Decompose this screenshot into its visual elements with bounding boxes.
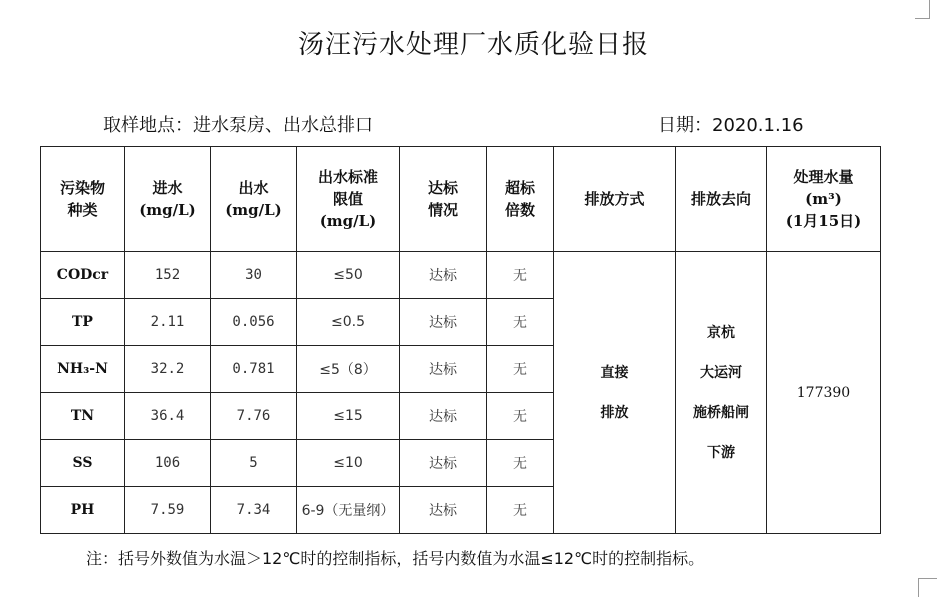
report-date: 日期：2020.1.16	[658, 115, 804, 136]
exceed-multiple: 无	[487, 299, 554, 346]
header-volume-line3: (1月15日)	[785, 212, 862, 230]
standard-limit: ≤10	[297, 440, 400, 487]
header-pollutant-line1: 污染物	[59, 179, 105, 197]
discharge-destination-line2: 大运河	[700, 364, 742, 381]
header-effluent	[211, 147, 297, 252]
influent-value: 32.2	[125, 346, 211, 393]
header-compliance	[400, 147, 487, 252]
discharge-method-line2: 排放	[600, 404, 629, 421]
effluent-value: 7.76	[211, 393, 297, 440]
pollutant-name: PH	[41, 487, 125, 534]
pollutant-name: TN	[41, 393, 125, 440]
pollutant-name: SS	[41, 440, 125, 487]
exceed-multiple: 无	[487, 346, 554, 393]
header-discharge-destination: 排放去向	[676, 147, 767, 252]
header-volume-line2: (m³)	[805, 190, 842, 208]
header-pollutant	[41, 147, 125, 252]
compliance-status: 达标	[400, 393, 487, 440]
pollutant-name: NH₃-N	[41, 346, 125, 393]
page-corner-mark-top	[915, 0, 930, 19]
standard-limit: 6-9（无量纲）	[297, 487, 400, 534]
header-standard-line3: (mg/L)	[319, 212, 377, 230]
pollutant-name: CODcr	[41, 252, 125, 299]
influent-value: 106	[125, 440, 211, 487]
influent-value: 152	[125, 252, 211, 299]
header-pollutant-line2: 种类	[67, 201, 98, 219]
header-exceed	[487, 147, 554, 252]
header-compliance-line1: 达标	[427, 179, 458, 197]
header-influent	[125, 147, 211, 252]
standard-limit: ≤50	[297, 252, 400, 299]
header-exceed-line1: 超标	[504, 179, 535, 197]
header-influent-line1: 进水	[152, 179, 183, 197]
footnote: 注：括号外数值为水温＞12℃时的控制指标，括号内数值为水温≤12℃时的控制指标。	[86, 549, 705, 568]
water-quality-table	[40, 146, 881, 534]
discharge-destination-line4: 下游	[707, 444, 735, 461]
page-corner-mark-bottom	[918, 578, 937, 597]
header-effluent-line1: 出水	[238, 179, 269, 197]
sampling-location: 取样地点：进水泵房、出水总排口	[103, 115, 373, 136]
report-title: 汤汪污水处理厂水质化验日报	[297, 30, 649, 60]
influent-value: 2.11	[125, 299, 211, 346]
effluent-value: 7.34	[211, 487, 297, 534]
header-standard-line1: 出水标准	[317, 168, 378, 186]
header-effluent-line2: (mg/L)	[225, 201, 282, 219]
header-standard	[297, 147, 400, 252]
effluent-value: 30	[211, 252, 297, 299]
discharge-method-cell	[554, 252, 676, 534]
treated-volume: 177390	[767, 252, 881, 534]
effluent-value: 0.056	[211, 299, 297, 346]
discharge-destination-line3: 施桥船闸	[693, 404, 749, 421]
header-volume-line1: 处理水量	[793, 168, 854, 186]
header-standard-line2: 限值	[332, 190, 363, 208]
effluent-value: 0.781	[211, 346, 297, 393]
effluent-value: 5	[211, 440, 297, 487]
compliance-status: 达标	[400, 440, 487, 487]
exceed-multiple: 无	[487, 252, 554, 299]
standard-limit: ≤15	[297, 393, 400, 440]
compliance-status: 达标	[400, 299, 487, 346]
compliance-status: 达标	[400, 346, 487, 393]
header-exceed-line2: 倍数	[504, 201, 535, 219]
standard-limit: ≤0.5	[297, 299, 400, 346]
influent-value: 7.59	[125, 487, 211, 534]
header-row	[41, 147, 881, 252]
pollutant-name: TP	[41, 299, 125, 346]
influent-value: 36.4	[125, 393, 211, 440]
header-volume	[767, 147, 881, 252]
table-row	[41, 252, 881, 299]
header-compliance-line2: 情况	[427, 201, 458, 219]
standard-limit: ≤5（8）	[297, 346, 400, 393]
exceed-multiple: 无	[487, 393, 554, 440]
compliance-status: 达标	[400, 487, 487, 534]
compliance-status: 达标	[400, 252, 487, 299]
discharge-destination-line1: 京杭	[707, 324, 735, 341]
exceed-multiple: 无	[487, 487, 554, 534]
header-influent-line2: (mg/L)	[139, 201, 196, 219]
discharge-destination-cell	[676, 252, 767, 534]
header-discharge-method: 排放方式	[554, 147, 676, 252]
exceed-multiple: 无	[487, 440, 554, 487]
discharge-method-line1: 直接	[600, 364, 629, 381]
